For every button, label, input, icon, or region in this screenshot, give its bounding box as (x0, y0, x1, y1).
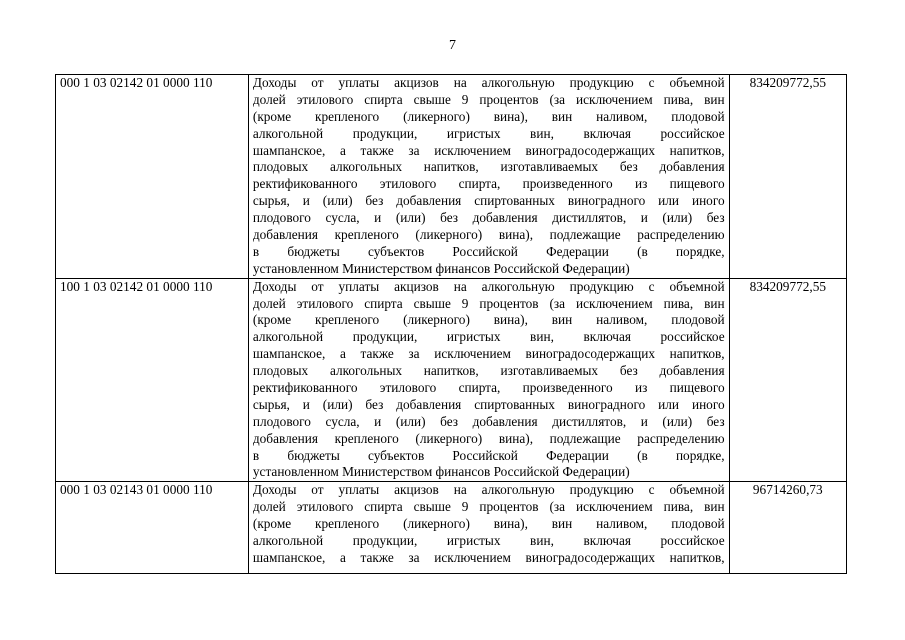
description-line: сырья, и (или) без добавления спиртованных виноградного или иного (252, 193, 725, 209)
revenue-description (248, 278, 729, 482)
amount: 834209772,55 (729, 75, 846, 279)
description-line: долей этилового спирта свыше 9 процентов (за исключением пива, вин (252, 499, 725, 515)
description-line: ректификованного этилового спирта, произведенного из пищевого (252, 380, 725, 396)
description-line: (кроме крепленого (ликерного) вина), вин наливом, плодовой (252, 108, 725, 124)
description-line: Доходы от уплаты акцизов на алкогольную продукцию с объемной (252, 75, 725, 90)
description-line: (кроме крепленого (ликерного) вина), вин наливом, плодовой (252, 312, 725, 328)
description-line: плодового сусла, и (или) без добавления дистиллятов, и (или) без (252, 210, 725, 226)
budget-code: 000 1 03 02142 01 0000 110 (56, 75, 249, 279)
description-line: долей этилового спирта свыше 9 процентов (за исключением пива, вин (252, 295, 725, 311)
description-line: долей этилового спирта свыше 9 процентов (за исключением пива, вин (252, 91, 725, 107)
description-line: плодовых алкогольных напитков, изготавливаемых без добавления (252, 363, 725, 379)
table-row (56, 75, 847, 279)
description-line: в бюджеты субъектов Российской Федерации (в порядке, (252, 243, 725, 259)
page-number: 7 (449, 38, 456, 53)
description-line: алкогольной продукции, игристых вин, включая российское (252, 533, 725, 549)
description-line: шампанское, а также за исключением виноградосодержащих напитков, (252, 346, 725, 362)
budget-code: 000 1 03 02143 01 0000 110 (56, 482, 249, 574)
description-line: сырья, и (или) без добавления спиртованных виноградного или иного (252, 396, 725, 412)
amount: 96714260,73 (729, 482, 846, 574)
description-line: плодовых алкогольных напитков, изготавливаемых без добавления (252, 159, 725, 175)
description-line: шампанское, а также за исключением виноградосодержащих напитков, (252, 549, 725, 565)
description-line: шампанское, а также за исключением виноградосодержащих напитков, (252, 142, 725, 158)
description-line: алкогольной продукции, игристых вин, включая российское (252, 329, 725, 345)
description-line: установленном Министерством финансов Российской Федерации) (252, 260, 630, 276)
revenue-table (55, 74, 847, 574)
description-line: ректификованного этилового спирта, произведенного из пищевого (252, 176, 725, 192)
description-line: плодового сусла, и (или) без добавления дистиллятов, и (или) без (252, 413, 725, 429)
revenue-description (248, 75, 729, 279)
description-line: Доходы от уплаты акцизов на алкогольную продукцию с объемной (252, 278, 725, 294)
description-line: добавления крепленого (ликерного) вина), подлежащие распределению (252, 227, 725, 243)
description-line: Доходы от уплаты акцизов на алкогольную продукцию с объемной (252, 482, 725, 498)
description-line: добавления крепленого (ликерного) вина), подлежащие распределению (252, 430, 725, 446)
table-row (56, 278, 847, 482)
table-row (56, 482, 847, 574)
description-line: (кроме крепленого (ликерного) вина), вин наливом, плодовой (252, 516, 725, 532)
revenue-description (248, 482, 729, 574)
description-line: установленном Министерством финансов Российской Федерации) (252, 464, 630, 480)
amount: 834209772,55 (729, 278, 846, 482)
description-line: в бюджеты субъектов Российской Федерации (в порядке, (252, 447, 725, 463)
description-line: алкогольной продукции, игристых вин, включая российское (252, 125, 725, 141)
budget-code: 100 1 03 02142 01 0000 110 (56, 278, 249, 482)
